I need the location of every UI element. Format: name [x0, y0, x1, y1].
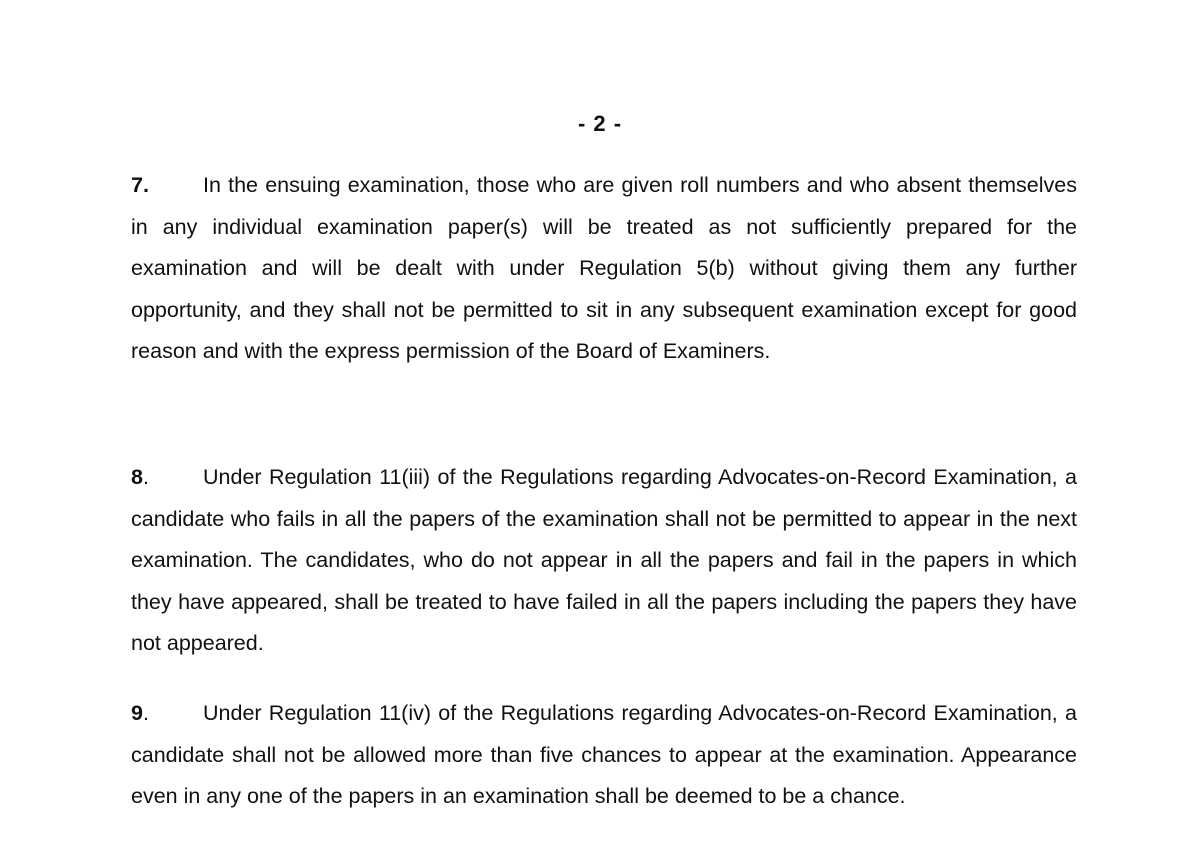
paragraph-number-bold: 9: [131, 701, 143, 725]
paragraph-9: [131, 693, 1077, 818]
paragraph-7: [131, 165, 1077, 373]
paragraph-number-bold: 8: [131, 465, 143, 489]
paragraph-8: [131, 457, 1077, 665]
paragraph-number: [131, 165, 203, 207]
paragraph-number-suffix: .: [142, 701, 149, 725]
paragraph-number: [131, 457, 203, 499]
paragraph-text: Under Regulation 11(iii) of the Regulations regarding Advocates-on-Record Examination, a candidate who fails in all the papers of the examination shall not be permitted to appear in the next examination. The candidates, who do not appear in all the papers and fail in the papers in which they have appeared, shall be treated to have failed in all the papers including the papers they have not appeared.: [131, 465, 1077, 656]
paragraph-text: In the ensuing examination, those who are given roll numbers and who absent themselves in any individual examination paper(s) will be treated as not sufficiently prepared for the examination and will be dealt with under Regulation 5(b) without giving them any further opportunity, and they shall not be permitted to sit in any subsequent examination except for good reason and with the express permission of the Board of Examiners.: [131, 173, 1077, 364]
paragraph-number: [131, 693, 203, 735]
page-number: - 2 -: [577, 111, 623, 136]
paragraph-number-bold: 7.: [131, 173, 149, 197]
paragraph-number-suffix: .: [142, 465, 149, 489]
paragraph-text: Under Regulation 11(iv) of the Regulations regarding Advocates-on-Record Examination, a candidate shall not be allowed more than five chances to appear at the examination. Appearance even in any one of the papers in an examination shall be deemed to be a chance.: [131, 701, 1077, 809]
